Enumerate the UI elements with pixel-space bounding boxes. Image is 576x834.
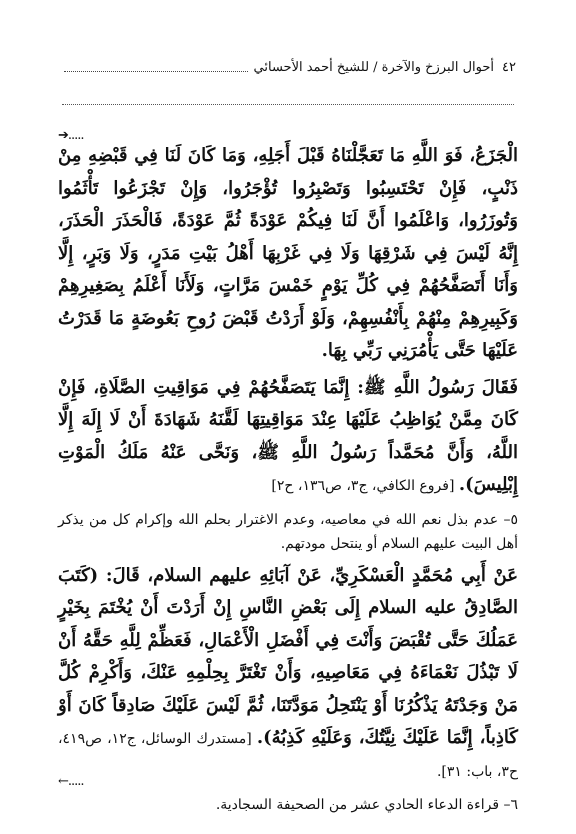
hadith-paragraph-continued: الْجَزَعُ، فَوَ اللَّهِ مَا تَعَجَّلْنَاهُ قَبْلَ أَجَلِهِ، وَمَا كَانَ لَنَا فِي قَبْضِهِ مِنْ ذَنْبٍ، فَإِنْ تَحْتَسِبُوا وَتَصْبِرُوا تُؤْجَرُوا، وَإِنْ تَجْزَعُوا تَأْثَمُوا وَتُوزَرُوا، وَاعْلَمُوا أَنَّ لَنَا فِيكُمْ عَوْدَةً ثُمَّ عَوْدَةً، فَالْحَذَرَ الْحَذَرَ، إِنَّهُ لَيْسَ فِي شَرْقِهَا وَلَا فِي غَرْبِهَا أَهْلُ بَيْتِ مَدَرٍ، وَلَا وَبَرٍ، إِلَّا وَأَنَا أَتَصَفَّحُهُمْ فِي كُلِّ يَوْمٍ خَمْسَ مَرَّاتٍ، وَلَأَنَا أَعْلَمُ بِصَغِيرِهِمْ وَكَبِيرِهِمْ مِنْهُمْ بِأَنْفُسِهِمْ، وَلَوْ أَرَدْتُ قَبْضَ رُوحِ بَعُوضَةٍ مَا قَدَرْتُ عَلَيْهَا حَتَّى يَأْمُرَنِي رَبِّي بِهَا. [58,145,518,361]
hadith-paragraph-askari [58,560,518,788]
page-body [58,140,518,817]
source-citation: [فروع الكافي، ج٣، ص١٣٦، ح٢] [271,478,459,494]
dotted-separator [62,104,514,105]
source-citation: [مستدرك الوسائل، ج١٢، ص٤١٩، ح٣، باب: ٣١]. [58,731,518,780]
continuation-arrow-icon: ➔..... [58,128,84,143]
hadith-text: عَنْ أَبِي مُحَمَّدٍ الْعَسْكَرِيِّ، عَنْ آبَائِهِ عليهم السلام، قَالَ: (كَتَبَ الصَّادِقُ عليه السلام إِلَى بَعْضِ النَّاسِ إِنْ أَرَدْتَ أَنْ يُخْتَمَ بِخَيْرٍ عَمَلُكَ حَتَّى تُقْبَضَ وَأَنْتَ فِي أَفْضَلِ الْأَعْمَالِ، فَعَظِّمْ لِلَّهِ حَقَّهُ أَنْ لَا تَبْذُلَ نَعْمَاءَهُ فِي مَعَاصِيهِ، وَأَنْ تَغْتَرَّ بِحِلْمِهِ عَنْكَ، وَأَكْرِمْ كُلَّ مَنْ وَجَدْتَهُ يَذْكُرُنَا أَوْ يَنْتَحِلُ مَوَدَّتَنَا، ثُمَّ لَيْسَ عَلَيْكَ صَادِقاً كَانَ أَوْ كَاذِباً، إِنَّمَا عَلَيْكَ نِيَّتُكَ، وَعَلَيْهِ كَذِبُهُ). [58,564,518,748]
hadith-paragraph-prophet [58,372,518,502]
continuation-arrow-icon: ←..... [58,774,84,789]
page-number: ٤٢ [502,59,516,75]
page-header [58,56,516,78]
hadith-text: فَقَالَ رَسُولُ اللَّهِ ﷺ: إِنَّمَا يَتَصَفَّحُهُمْ فِي مَوَاقِيتِ الصَّلَاةِ، فَإِنْ كَانَ مِمَّنْ يُوَاظِبُ عَلَيْهَا عِنْدَ مَوَاقِيتِهَا لَقَّنَهُ شَهَادَةَ أَنْ لَا إِلَهَ إِلَّا اللَّهُ، وَأَنَّ مُحَمَّداً رَسُولُ اللَّهِ ﷺ، وَنَحَّى عَنْهُ مَلَكُ الْمَوْتِ إِبْلِيسَ). [58,376,518,495]
list-item-5: ٥– عدم بذل نعم الله في معاصيه، وعدم الاغترار بحلم الله وإكرام كل من يذكر أهل البيت عليهم السلام أو ينتحل مودتهم. [58,511,518,552]
list-item-6: ٦– قراءة الدعاء الحادي عشر من الصحيفة السجادية. [215,797,518,813]
running-title: أحوال البرزخ والآخرة / للشيخ أحمد الأحسائي [253,59,495,75]
header-dotted-rule [64,63,248,72]
